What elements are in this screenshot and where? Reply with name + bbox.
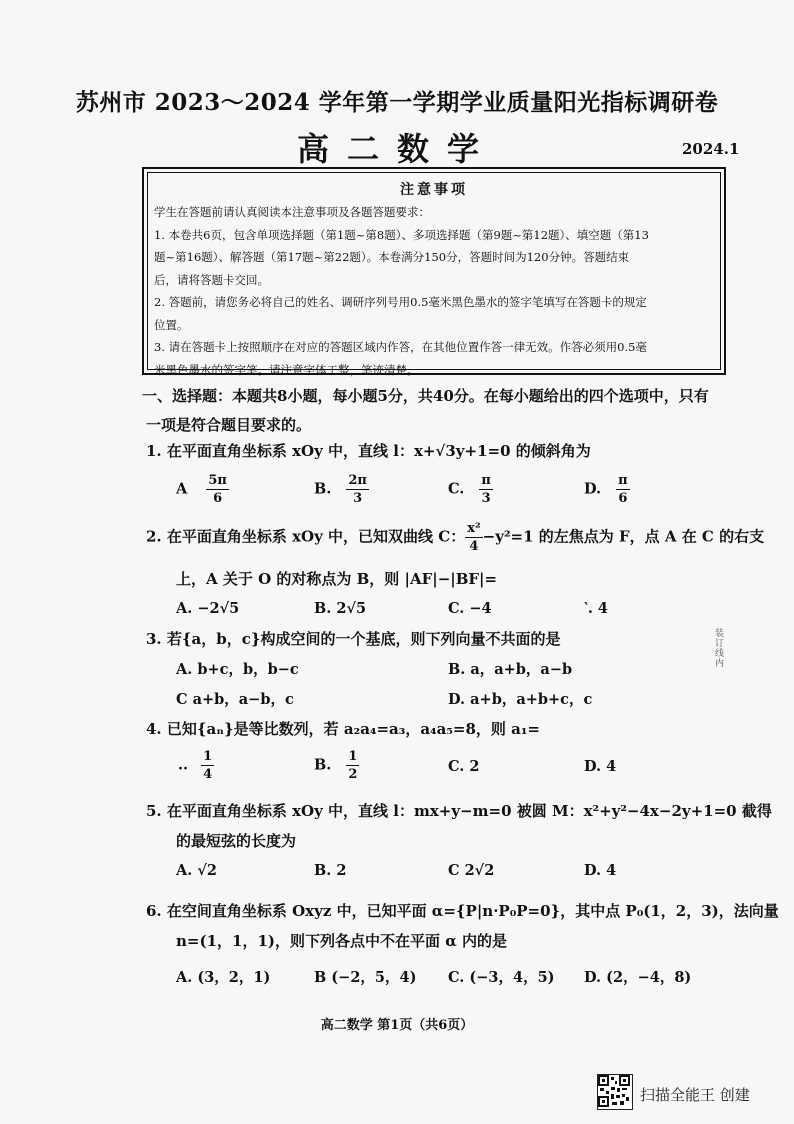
binding-margin-mark: 装订线内: [713, 628, 723, 668]
fraction: [346, 472, 369, 507]
q5-option-c: C 2√2: [448, 862, 495, 879]
section-line-2: 一项是符合题目要求的。: [146, 416, 312, 434]
question-6-stem-line2: n=(1，1，1)，则下列各点中不在平面 α 内的是: [176, 932, 507, 950]
numerator: 1: [203, 749, 213, 764]
denominator: 6: [213, 491, 223, 506]
q5-option-d: D. 4: [584, 862, 617, 879]
notice-line: 米黑色墨水的签字笔。请注意字体工整，笔迹清楚。: [154, 362, 419, 377]
notice-line: 位置。: [154, 317, 189, 332]
notice-line: 题~第16题）、解答题（第17题~第22题）。本卷满分150分，答题时间为120分钟。答题结束: [154, 250, 630, 264]
option-label: C.: [448, 480, 465, 498]
q4-option-a: [178, 748, 214, 783]
question-5-stem-line2: 的最短弦的长度为: [176, 832, 297, 850]
numerator: x²: [467, 521, 481, 536]
section-line-1: 一、选择题：本题共8小题，每小题5分，共40分。在每小题给出的四个选项中，只有: [142, 387, 709, 405]
q6-option-c: C. (−3，4，5): [448, 969, 555, 986]
q1-option-c: [448, 472, 493, 507]
fraction: [465, 520, 482, 555]
page-footer: 高二数学 第1页（共6页）: [320, 1018, 474, 1033]
denominator: 3: [353, 491, 363, 506]
scanner-watermark: 扫描全能王 创建: [640, 1086, 750, 1104]
q2-stem-post: −y²=1 的左焦点为 F，点 A 在 C 的右支: [482, 527, 765, 546]
notice-line: 3. 请在答题卡上按照顺序在对应的答题区域内作答，在其他位置作答一律无效。作答必须用0.5毫: [154, 340, 647, 354]
fraction: [479, 472, 493, 507]
numerator: π: [618, 473, 628, 488]
option-label: A: [176, 480, 188, 498]
q1-option-a: [176, 472, 229, 507]
q5-option-b: B. 2: [314, 862, 347, 879]
numerator: π: [481, 473, 491, 488]
q6-option-a: A. (3，2，1): [176, 969, 271, 986]
notice-line: 学生在答题前请认真阅读本注意事项及各题答题要求：: [154, 205, 430, 219]
fraction: [346, 748, 359, 783]
denominator: 3: [481, 491, 491, 506]
q2-option-a: A. −2√5: [176, 600, 240, 617]
q3-option-d: D. a+b，a+b+c，c: [448, 691, 593, 708]
qr-code-icon: [597, 1074, 633, 1110]
numerator: 5π: [208, 473, 227, 488]
q3-option-c: C a+b，a−b，c: [176, 691, 294, 708]
denominator: 6: [618, 491, 628, 506]
notice-line: 1. 本卷共6页，包含单项选择题（第1题~第8题）、多项选择题（第9题~第12题）、填空题（第13: [154, 227, 649, 242]
question-2-stem: [146, 520, 764, 555]
section-heading: [142, 382, 736, 440]
question-1-stem: 1. 在平面直角坐标系 xOy 中，直线 l：x+√3y+1=0 的倾斜角为: [146, 442, 591, 460]
notice-box: [142, 167, 726, 375]
numerator: 2π: [348, 473, 367, 488]
q4-option-d: D. 4: [584, 758, 617, 775]
q1-option-b: [314, 472, 369, 507]
question-2-stem-line2: 上，A 关于 O 的对称点为 B，则 |AF|−|BF|=: [176, 570, 498, 588]
q2-option-d: ‵. 4: [584, 600, 609, 617]
notice-line: 后，请将答题卡交回。: [154, 272, 269, 287]
notice-line: 2. 答题前，请您务必将自己的姓名、调研序列号用0.5毫米黑色墨水的签字笔填写在答题卡的规定: [154, 295, 647, 309]
q3-option-b: B. a，a+b，a−b: [448, 661, 573, 678]
q2-option-c: C. −4: [448, 600, 492, 617]
q5-option-a: A. √2: [176, 862, 217, 879]
option-label: D.: [584, 480, 602, 498]
question-6-stem: 6. 在空间直角坐标系 Oxyz 中，已知平面 α={P|n·P₀P=0}，其中点 P₀(1，2，3)，法向量: [146, 902, 779, 920]
notice-title: 注意事项: [400, 182, 468, 198]
q2-option-b: B. 2√5: [314, 600, 367, 617]
notice-lines: [154, 201, 716, 381]
fraction: [206, 472, 229, 507]
q4-option-b: [314, 748, 359, 783]
option-label: B.: [314, 756, 332, 774]
question-4-stem: 4. 已知{aₙ}是等比数列，若 a₂a₄=a₃，a₄a₅=8，则 a₁=: [146, 720, 541, 738]
denominator: 2: [348, 767, 358, 782]
exam-date: 2024.1: [682, 140, 740, 158]
q4-option-c: C. 2: [448, 758, 480, 775]
fraction: [616, 472, 630, 507]
question-3-stem: 3. 若{a，b，c}构成空间的一个基底，则下列向量不共面的是: [146, 630, 561, 648]
option-label: B.: [314, 480, 332, 498]
q6-option-d: D. (2，−4，8): [584, 969, 692, 986]
denominator: 4: [203, 767, 213, 782]
q1-option-d: [584, 472, 630, 507]
q6-option-b: B (−2，5，4): [314, 969, 417, 986]
subject-title: 高二数学: [296, 130, 497, 168]
option-label: ..: [178, 756, 189, 774]
q2-stem-pre: 2. 在平面直角坐标系 xOy 中，已知双曲线 C：: [146, 527, 466, 546]
question-5-stem: 5. 在平面直角坐标系 xOy 中，直线 l：mx+y−m=0 被圆 M：x²+y²−4x−2y+1=0 截得: [146, 802, 772, 820]
fraction: [201, 748, 214, 783]
q3-option-a: A. b+c，b，b−c: [176, 661, 299, 678]
exam-title: 苏州市 2023～2024 学年第一学期学业质量阳光指标调研卷: [75, 89, 719, 116]
denominator: 4: [469, 539, 479, 554]
numerator: 1: [348, 749, 358, 764]
